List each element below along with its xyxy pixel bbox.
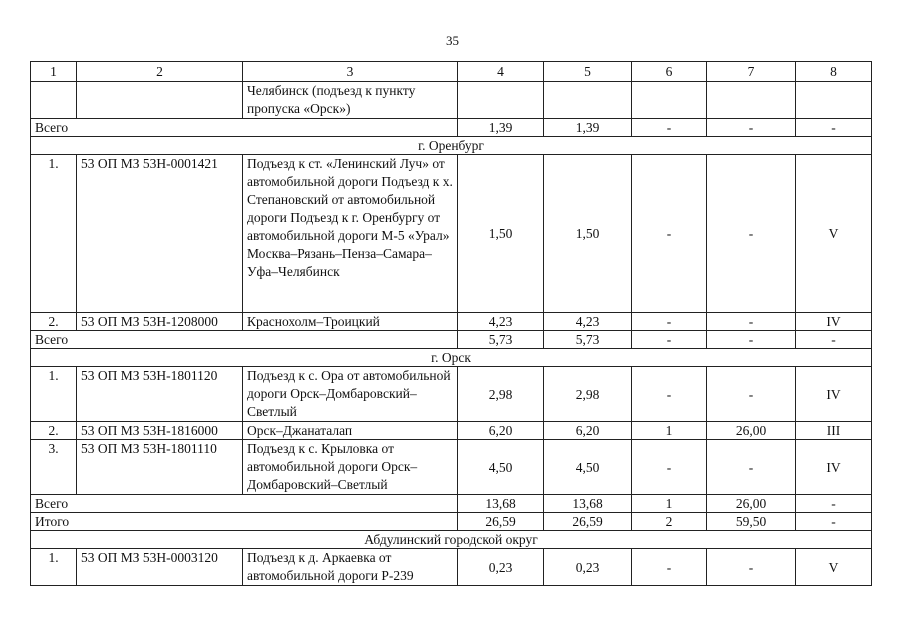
cell-value: 1,39 bbox=[544, 119, 632, 137]
cell-length: 1,39 bbox=[458, 119, 544, 137]
cell-value: - bbox=[632, 155, 707, 313]
cell-value: 6,20 bbox=[544, 422, 632, 440]
cell-value: 26,59 bbox=[544, 513, 632, 531]
cell-length: 5,73 bbox=[458, 331, 544, 349]
roads-table bbox=[30, 61, 872, 586]
cell-value: - bbox=[707, 313, 796, 331]
header-cell: 6 bbox=[632, 62, 707, 82]
row-number: 1. bbox=[31, 367, 77, 422]
cell-value: - bbox=[796, 513, 872, 531]
cell-length: 2,98 bbox=[458, 367, 544, 422]
road-name: Подъезд к с. Крыловка от автомобильной дороги Орск–Домбаровский–Светлый bbox=[243, 440, 458, 495]
cell-empty bbox=[77, 82, 243, 119]
cell-length: 13,68 bbox=[458, 495, 544, 513]
cell-value: - bbox=[707, 549, 796, 586]
road-name: Краснохолм–Троицкий bbox=[243, 313, 458, 331]
cell-value: - bbox=[632, 440, 707, 495]
cell-value: 0,23 bbox=[544, 549, 632, 586]
cell-category: III bbox=[796, 422, 872, 440]
table-row bbox=[31, 440, 872, 495]
road-name: Подъезд к с. Ора от автомобильной дороги Орск–Домбаровский–Светлый bbox=[243, 367, 458, 422]
road-code: 53 ОП МЗ 53Н-1801110 bbox=[77, 440, 243, 495]
header-cell: 8 bbox=[796, 62, 872, 82]
cell-value: - bbox=[632, 313, 707, 331]
cell-value: 13,68 bbox=[544, 495, 632, 513]
cell-category: IV bbox=[796, 313, 872, 331]
cell-value: - bbox=[707, 367, 796, 422]
road-code: 53 ОП МЗ 53Н-1816000 bbox=[77, 422, 243, 440]
total-label: Всего bbox=[31, 495, 458, 513]
table-row bbox=[31, 313, 872, 331]
cell-empty bbox=[31, 82, 77, 119]
cell-value: - bbox=[632, 119, 707, 137]
cell-category: IV bbox=[796, 367, 872, 422]
table-row bbox=[31, 155, 872, 313]
cell-value: 4,50 bbox=[544, 440, 632, 495]
road-name: Челябинск (подъезд к пункту пропуска «Орск») bbox=[243, 82, 458, 119]
section-title: Абдулинский городской округ bbox=[31, 531, 872, 549]
cell-value: - bbox=[707, 155, 796, 313]
header-cell: 5 bbox=[544, 62, 632, 82]
cell-category: IV bbox=[796, 440, 872, 495]
cell-length: 0,23 bbox=[458, 549, 544, 586]
table-row bbox=[31, 422, 872, 440]
cell-category: V bbox=[796, 549, 872, 586]
cell-value: 2,98 bbox=[544, 367, 632, 422]
road-name: Орск–Джанаталап bbox=[243, 422, 458, 440]
table-row bbox=[31, 367, 872, 422]
header-cell: 1 bbox=[31, 62, 77, 82]
cell-value: - bbox=[632, 331, 707, 349]
header-cell: 3 bbox=[243, 62, 458, 82]
cell-value: - bbox=[796, 331, 872, 349]
table-row bbox=[31, 549, 872, 586]
total-row bbox=[31, 119, 872, 137]
road-name: Подъезд к ст. «Ленинский Луч» от автомобильной дороги Подъезд к х. Степановский от автомобильной дороги Подъезд к г. Оренбургу от автомобильной дороги М-5 «Урал» Москва–Рязань–Пенза–Самара–Уфа–Челябинск bbox=[243, 155, 458, 313]
road-code: 53 ОП МЗ 53Н-1208000 bbox=[77, 313, 243, 331]
total-label: Всего bbox=[31, 119, 458, 137]
total-row bbox=[31, 495, 872, 513]
cell-length: 4,23 bbox=[458, 313, 544, 331]
total-label: Всего bbox=[31, 331, 458, 349]
road-code: 53 ОП МЗ 53Н-0003120 bbox=[77, 549, 243, 586]
cell-value: - bbox=[632, 549, 707, 586]
header-cell: 2 bbox=[77, 62, 243, 82]
section-title: г. Оренбург bbox=[31, 137, 872, 155]
cell-value: - bbox=[707, 440, 796, 495]
cell-value: 59,50 bbox=[707, 513, 796, 531]
header-row bbox=[31, 62, 872, 82]
cell-value: - bbox=[796, 119, 872, 137]
total-row bbox=[31, 331, 872, 349]
page-number: 35 bbox=[446, 33, 459, 48]
row-number: 2. bbox=[31, 313, 77, 331]
cell-length: 1,50 bbox=[458, 155, 544, 313]
row-number: 3. bbox=[31, 440, 77, 495]
cell-category: V bbox=[796, 155, 872, 313]
cell-value: - bbox=[796, 495, 872, 513]
cell-value: - bbox=[707, 331, 796, 349]
cell-value: 26,00 bbox=[707, 422, 796, 440]
cell-value: 4,23 bbox=[544, 313, 632, 331]
section-header bbox=[31, 531, 872, 549]
row-number: 1. bbox=[31, 549, 77, 586]
table-row bbox=[31, 82, 872, 119]
road-name: Подъезд к д. Аркаевка от автомобильной дороги Р-239 bbox=[243, 549, 458, 586]
cell-value: - bbox=[632, 367, 707, 422]
row-number: 2. bbox=[31, 422, 77, 440]
section-title: г. Орск bbox=[31, 349, 872, 367]
cell-value: 5,73 bbox=[544, 331, 632, 349]
section-header bbox=[31, 137, 872, 155]
grand-total-row bbox=[31, 513, 872, 531]
cell-value: 1,50 bbox=[544, 155, 632, 313]
road-code: 53 ОП МЗ 53Н-1801120 bbox=[77, 367, 243, 422]
cell-value: 1 bbox=[632, 495, 707, 513]
cell-value: 26,00 bbox=[707, 495, 796, 513]
cell-length: 4,50 bbox=[458, 440, 544, 495]
row-number: 1. bbox=[31, 155, 77, 313]
cell-length: 26,59 bbox=[458, 513, 544, 531]
cell-value: 1 bbox=[632, 422, 707, 440]
cell-length: 6,20 bbox=[458, 422, 544, 440]
cell-value: - bbox=[707, 119, 796, 137]
grand-total-label: Итого bbox=[31, 513, 458, 531]
header-cell: 7 bbox=[707, 62, 796, 82]
header-cell: 4 bbox=[458, 62, 544, 82]
section-header bbox=[31, 349, 872, 367]
cell-value: 2 bbox=[632, 513, 707, 531]
road-code: 53 ОП МЗ 53Н-0001421 bbox=[77, 155, 243, 313]
